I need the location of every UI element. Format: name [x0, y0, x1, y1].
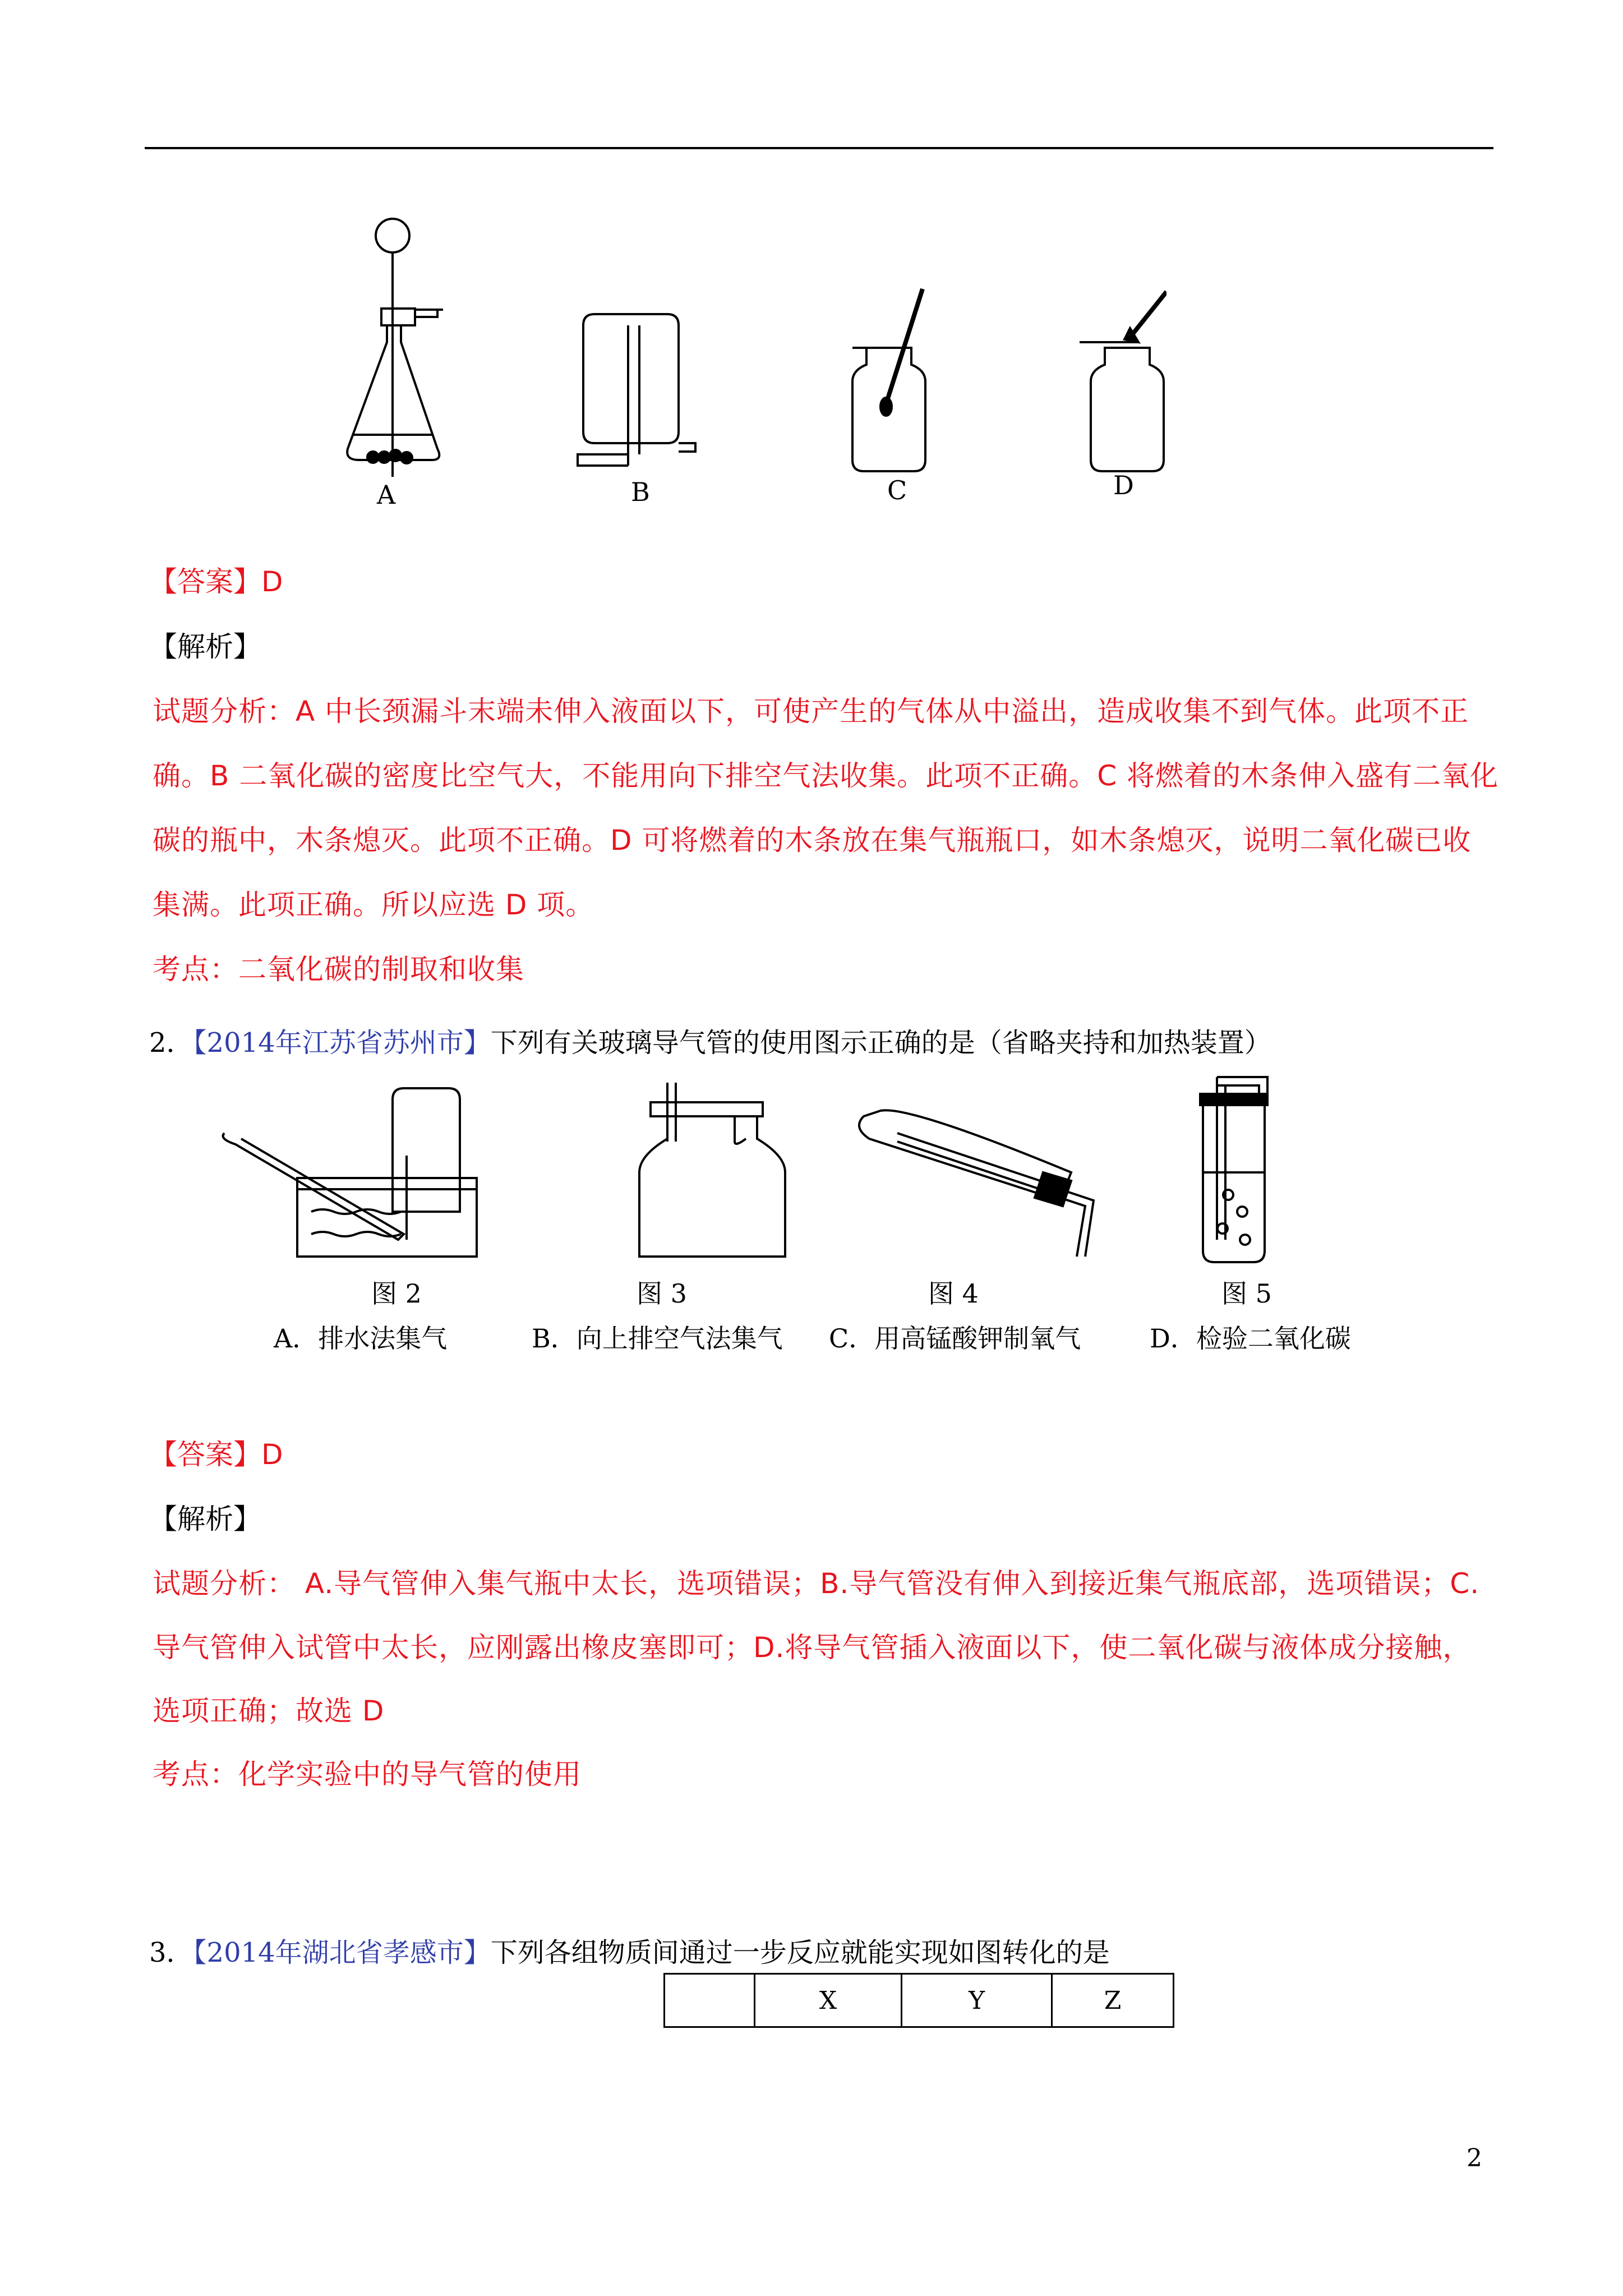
header-rule [145, 147, 1493, 149]
setup-fig3-upward-air [639, 1083, 785, 1257]
option-b: B．向上排空气法集气 [532, 1323, 783, 1354]
setup-fig5-co2-test [1200, 1077, 1267, 1262]
setup-fig2-water-collection [223, 1088, 477, 1257]
q1-analysis-line-4: 集满。此项正确。所以应选 D 项。 [153, 889, 594, 921]
q3-stem-text: 下列各组物质间通过一步反应就能实现如图转化的是 [490, 1937, 1110, 1968]
fig3-label: 图 3 [637, 1278, 687, 1309]
q2-number: 2． [149, 1027, 193, 1059]
q1-kaodian: 考点：二氧化碳的制取和收集 [153, 953, 524, 986]
apparatus-figure-2 [219, 1071, 1368, 1273]
apparatus-a [347, 219, 443, 477]
table-header-x: X [755, 1974, 902, 2027]
q1-analysis-tag: 【解析】 [149, 631, 261, 663]
option-c: C．用高锰酸钾制氧气 [829, 1323, 1081, 1354]
q2-analysis-line-1: 试题分析： A.导气管伸入集气瓶中太长，选项错误；B.导气管没有伸入到接近集气瓶底部，选项错误；C. [153, 1567, 1480, 1600]
setup-fig4-kmno4 [859, 1110, 1094, 1257]
table-row [665, 1974, 1174, 2027]
option-a: A．排水法集气 [274, 1323, 448, 1354]
q3-options-table [663, 1973, 1174, 2028]
apparatus-b [578, 314, 695, 466]
fig4-label: 图 4 [928, 1278, 979, 1309]
table-header-y: Y [902, 1974, 1052, 2027]
q2-source: 【2014年江苏省苏州市】 [193, 1027, 491, 1059]
fig2-label: 图 2 [371, 1278, 422, 1309]
q2-answer [149, 1432, 283, 1473]
q1-answer-value: D [261, 565, 283, 598]
q2-analysis-tag: 【解析】 [149, 1503, 261, 1535]
q3-stem [149, 1931, 1110, 1970]
table-header-z: Z [1052, 1974, 1174, 2027]
apparatus-d [1080, 292, 1166, 471]
q1-analysis-line-3: 碳的瓶中，木条熄灭。此项不正确。D 可将燃着的木条放在集气瓶瓶口，如木条熄灭，说明二氧化碳已收 [153, 824, 1472, 857]
option-d: D．检验二氧化碳 [1150, 1323, 1351, 1354]
q3-number: 3． [149, 1937, 193, 1968]
table-header-cell [665, 1974, 755, 2027]
q2-kaodian: 考点：化学实验中的导气管的使用 [153, 1758, 582, 1791]
fig1-label-c: C [887, 475, 907, 505]
q2-stem [149, 1021, 1271, 1060]
q1-answer-tag: 【答案】 [149, 565, 261, 598]
q3-source: 【2014年湖北省孝感市】 [193, 1937, 491, 1968]
page-number: 2 [1467, 2144, 1482, 2173]
fig1-label-d: D [1113, 470, 1134, 500]
q2-stem-text: 下列有关玻璃导气管的使用图示正确的是（省略夹持和加热装置） [490, 1027, 1271, 1059]
q2-answer-tag: 【答案】 [149, 1438, 261, 1471]
q2-answer-value: D [261, 1438, 283, 1471]
q1-answer [149, 559, 283, 600]
q2-analysis-line-2: 导气管伸入试管中太长，应刚露出橡皮塞即可；D.将导气管插入液面以下，使二氧化碳与液体成分接触， [153, 1631, 1472, 1664]
fig1-label-a: A [377, 480, 396, 510]
q2-analysis-line-3: 选项正确；故选 D [153, 1695, 385, 1727]
apparatus-figure-1 [325, 213, 1166, 516]
apparatus-c [852, 289, 925, 471]
fig1-label-b: B [631, 477, 650, 507]
q1-analysis-line-1: 试题分析：A 中长颈漏斗末端未伸入液面以下，可使产生的气体从中溢出，造成收集不到气体。此项不正 [153, 695, 1469, 728]
fig5-label: 图 5 [1221, 1278, 1272, 1309]
q1-analysis-line-2: 确。B 二氧化碳的密度比空气大，不能用向下排空气法收集。此项不正确。C 将燃着的木条伸入盛有二氧化 [153, 760, 1498, 792]
